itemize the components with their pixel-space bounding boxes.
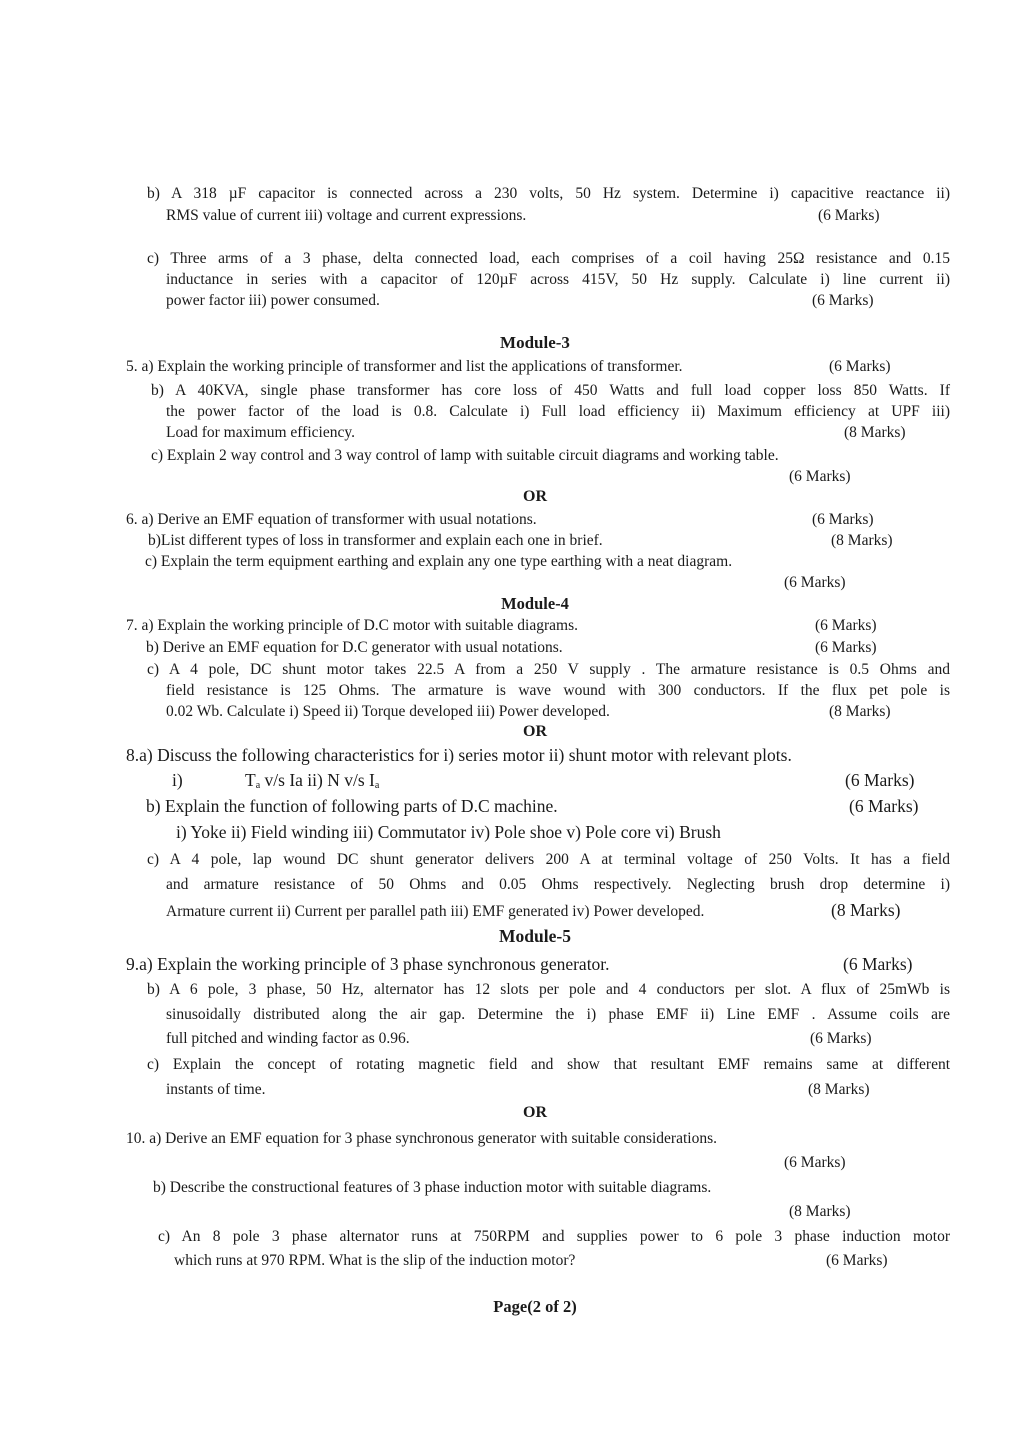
q9b-line1: b) A 6 pole, 3 phase, 50 Hz, alternator has 12 slots per pole and 4 conductors per slot. A flux of 25mWb is (147, 981, 950, 998)
q4c-line2: inductance in series with a capacitor of 120µF across 415V, 50 Hz supply. Calculate i) line current ii) (166, 271, 950, 288)
module-3-heading: Module-3 (500, 333, 570, 352)
q8a-current-subscript: a (374, 780, 380, 791)
q4c-line3: power factor iii) power consumed. (166, 292, 380, 309)
q8a-characteristics (245, 770, 379, 796)
or-divider-module-5: OR (523, 1104, 547, 1121)
q8a-torque-subscript: a (255, 780, 261, 791)
q6a-text: 6. a) Derive an EMF equation of transformer with usual notations. (126, 511, 537, 528)
q7a-marks: (6 Marks) (815, 617, 877, 634)
q8a-characteristics-mid: v/s Ia ii) N v/s I (260, 770, 375, 790)
q5c-marks: (6 Marks) (789, 468, 851, 485)
q10b-text: b) Describe the constructional features of 3 phase induction motor with suitable diagrams. (153, 1179, 712, 1196)
q10c-line1: c) An 8 pole 3 phase alternator runs at 750RPM and supplies power to 6 pole 3 phase induction motor (158, 1228, 950, 1245)
q7c-line2: field resistance is 125 Ohms. The armature is wave wound with 300 conductors. If the flux pet pole is (166, 682, 950, 699)
q5c-text: c) Explain 2 way control and 3 way control of lamp with suitable circuit diagrams and working table. (151, 447, 779, 464)
q8a-roman-i: i) (172, 770, 183, 790)
q5a-text: 5. a) Explain the working principle of transformer and list the applications of transformer. (126, 358, 683, 375)
q10b-marks: (8 Marks) (789, 1203, 851, 1220)
q10c-marks: (6 Marks) (826, 1252, 888, 1269)
q10a-marks: (6 Marks) (784, 1154, 846, 1171)
q6b-marks: (8 Marks) (831, 532, 893, 549)
q9c-line2: instants of time. (166, 1081, 266, 1098)
q8c-line3: Armature current ii) Current per parallel path iii) EMF generated iv) Power developed. (166, 903, 705, 920)
q8a-text: 8.a) Discuss the following characteristics for i) series motor ii) shunt motor with relevant plots. (126, 745, 792, 765)
q5b-marks: (8 Marks) (844, 424, 906, 441)
module-5-heading: Module-5 (499, 926, 571, 946)
module-4-heading: Module-4 (501, 594, 569, 613)
q8a-torque-symbol: T (245, 770, 256, 790)
q4b-marks: (6 Marks) (818, 207, 880, 224)
q9b-line2: sinusoidally distributed along the air gap. Determine the i) phase EMF ii) Line EMF . Assume coils are (166, 1006, 950, 1023)
q5b-line2: the power factor of the load is 0.8. Calculate i) Full load efficiency ii) Maximum efficiency at UPF iii) (166, 403, 950, 420)
q4b-line2: RMS value of current iii) voltage and current expressions. (166, 207, 527, 224)
q7c-line3: 0.02 Wb. Calculate i) Speed ii) Torque developed iii) Power developed. (166, 703, 610, 720)
q7c-line1: c) A 4 pole, DC shunt motor takes 22.5 A from a 250 V supply . The armature resistance is 0.5 Ohms and (147, 661, 950, 678)
q5b-line1: b) A 40KVA, single phase transformer has core loss of 450 Watts and full load copper loss 850 Watts. If (151, 382, 950, 399)
q7b-text: b) Derive an EMF equation for D.C generator with usual notations. (146, 639, 563, 656)
q6b-text: b)List different types of loss in transformer and explain each one in brief. (148, 532, 603, 549)
q5b-line3: Load for maximum efficiency. (166, 424, 355, 441)
q8b-marks: (6 Marks) (849, 796, 919, 816)
or-divider-module-4: OR (523, 723, 547, 740)
q8b-text: b) Explain the function of following parts of D.C machine. (146, 796, 558, 816)
q9a-marks: (6 Marks) (843, 954, 913, 974)
q9c-marks: (8 Marks) (808, 1081, 870, 1098)
q8a-marks: (6 Marks) (845, 770, 915, 790)
q8c-marks: (8 Marks) (831, 900, 901, 920)
q4c-line1: c) Three arms of a 3 phase, delta connected load, each comprises of a coil having 25Ω resistance and 0.15 (147, 250, 950, 267)
q9a-text: 9.a) Explain the working principle of 3 phase synchronous generator. (126, 954, 610, 974)
q7b-marks: (6 Marks) (815, 639, 877, 656)
q8c-line1: c) A 4 pole, lap wound DC shunt generator delivers 200 A at terminal voltage of 250 Volts. It has a field (147, 851, 950, 868)
q9b-line3: full pitched and winding factor as 0.96. (166, 1030, 410, 1047)
q5a-marks: (6 Marks) (829, 358, 891, 375)
or-divider-module-3: OR (523, 488, 547, 505)
q6c-text: c) Explain the term equipment earthing and explain any one type earthing with a neat diagram. (145, 553, 733, 570)
q6a-marks: (6 Marks) (812, 511, 874, 528)
q7a-text: 7. a) Explain the working principle of D.C motor with suitable diagrams. (126, 617, 578, 634)
q6c-marks: (6 Marks) (784, 574, 846, 591)
page-number: Page(2 of 2) (493, 1297, 577, 1316)
q8b-parts-list: i) Yoke ii) Field winding iii) Commutator iv) Pole shoe v) Pole core vi) Brush (176, 822, 721, 842)
q8c-line2: and armature resistance of 50 Ohms and 0.05 Ohms respectively. Neglecting brush drop determine i) (166, 876, 950, 893)
q7c-marks: (8 Marks) (829, 703, 891, 720)
q9b-marks: (6 Marks) (810, 1030, 872, 1047)
q9c-line1: c) Explain the concept of rotating magnetic field and show that resultant EMF remains same at different (147, 1056, 950, 1073)
q10a-text: 10. a) Derive an EMF equation for 3 phase synchronous generator with suitable considerations. (126, 1130, 717, 1147)
q4c-marks: (6 Marks) (812, 292, 874, 309)
q4b-line1: b) A 318 µF capacitor is connected across a 230 volts, 50 Hz system. Determine i) capacitive reactance ii) (147, 185, 950, 202)
q10c-line2: which runs at 970 RPM. What is the slip of the induction motor? (174, 1252, 576, 1269)
